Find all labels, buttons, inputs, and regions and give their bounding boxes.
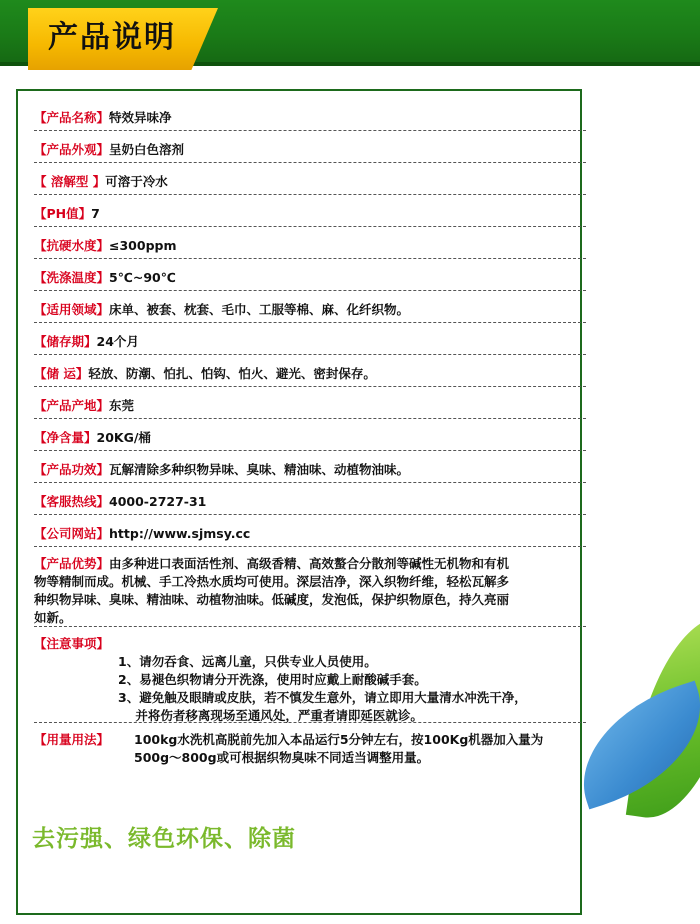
advantage-line: 种织物异味、臭味、精油味、动植物油味。低碱度，发泡低，保护织物原色，持久亮丽 [34,592,510,607]
spec-value: ≤300ppm [109,238,177,253]
spec-label: 【 溶解型 】 [34,174,106,189]
spec-row-website [34,519,586,547]
spec-label: 【产品优势】 [34,556,110,571]
spec-label: 【储存期】 [34,334,97,349]
slogan: 去污强、绿色环保、除菌 [32,826,296,852]
advantage-line: 物等精制而成。机械、手工冷热水质均可使用。深层洁净，深入织物纤维，轻松瓦解多 [34,574,510,589]
spec-row-ph [34,199,586,227]
spec-panel [16,89,582,915]
spec-value: 24个月 [96,334,139,349]
note-item: 3、避免触及眼睛或皮肤，若不慎发生意外，请立即用大量清水冲洗干净， [118,690,527,705]
spec-value: 瓦解清除多种织物异味、臭味、精油味、动植物油味。 [109,462,410,477]
spec-label: 【产品产地】 [34,398,110,413]
advantage-line: 由多种进口表面活性剂、高级香精、高效螯合分散剂等碱性无机物和有机 [109,556,510,571]
spec-row-name [34,103,586,131]
spec-row-shelf-life [34,327,586,355]
spec-value: 东莞 [109,398,135,413]
spec-label: 【储 运】 [34,366,89,381]
spec-row-hotline [34,487,586,515]
spec-label: 【抗硬水度】 [34,238,110,253]
spec-row-notes [34,631,586,723]
spec-row-origin [34,391,586,419]
advantage-text [34,555,586,627]
spec-row-application [34,295,586,323]
spec-row-usage [34,727,586,773]
spec-label: 【产品功效】 [34,462,110,477]
spec-label: 【PH值】 [34,206,92,221]
note-item: 1、请勿吞食、远离儿童，只供专业人员使用。 [118,654,377,669]
spec-value: 特效异味净 [109,110,172,125]
spec-value: 5℃~90℃ [109,270,176,285]
spec-label: 【净含量】 [34,430,97,445]
spec-row-temperature [34,263,586,291]
website-link[interactable]: http://www.sjmsy.cc [109,526,251,541]
spec-label: 【产品外观】 [34,142,110,157]
spec-label: 【用量用法】 [34,732,110,747]
note-item: 并将伤者移离现场至通风处，严重者请即延医就诊。 [118,708,423,723]
spec-value: 7 [91,206,100,221]
spec-label: 【洗涤温度】 [34,270,110,285]
note-item: 2、易褪色织物请分开洗涤，使用时应戴上耐酸碱手套。 [118,672,427,687]
spec-label: 【注意事项】 [34,636,110,651]
spec-label: 【产品名称】 [34,110,110,125]
spec-label: 【公司网站】 [34,526,110,541]
spec-row-transport [34,359,586,387]
usage-line: 500g～800g或可根据织物臭味不同适当调整用量。 [134,750,430,765]
spec-row-solubility [34,167,586,195]
spec-value: 可溶于冷水 [105,174,168,189]
spec-value: 床单、被套、枕套、毛巾、工服等棉、麻、化纤织物。 [109,302,410,317]
advantage-line: 如新。 [34,610,72,625]
spec-value: 轻放、防潮、怕扎、怕钩、怕火、避光、密封保存。 [88,366,376,381]
spec-row-appearance [34,135,586,163]
page-title: 产品说明 [48,20,176,55]
spec-row-hardness [34,231,586,259]
spec-row-net-weight [34,423,586,451]
spec-value: 4000-2727-31 [109,494,207,509]
spec-label: 【客服热线】 [34,494,110,509]
spec-row-function [34,455,586,483]
spec-value: 呈奶白色溶剂 [109,142,185,157]
spec-row-advantage [34,551,586,627]
usage-line: 100kg水洗机高脱前先加入本品运行5分钟左右，按100Kg机器加入量为 [134,732,544,747]
spec-value: 20KG/桶 [96,430,151,445]
spec-label: 【适用领域】 [34,302,110,317]
